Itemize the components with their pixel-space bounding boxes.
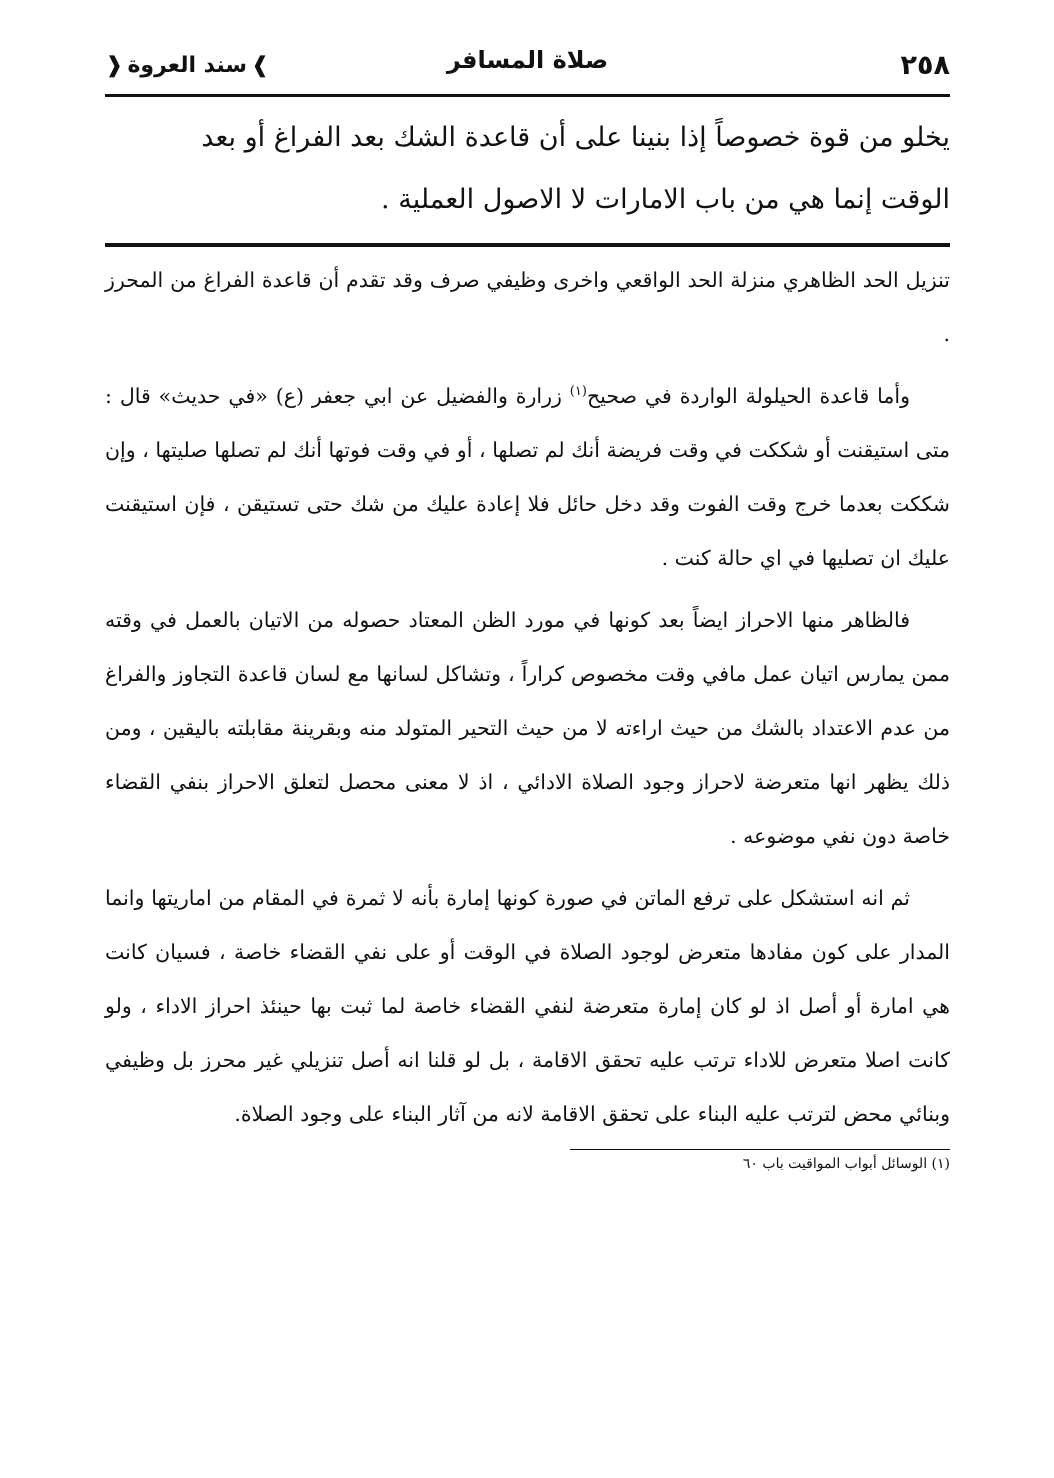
footnote-rule	[570, 1149, 950, 1150]
paragraph-text: زرارة والفضيل عن ابي جعفر (ع) «في حديث» قال : متى استيقنت أو شككت في وقت فريضة أنك لم تصلها ، أو في وقت فوتها أنك لم تصلها صليتها ، وإن شككت بعدما خرج وقت الفوت وقد دخل حائل فلا إعادة عليك من شك حتى تستيقن ، فإن استيقنت عليك ان تصليها في اي حالة كنت .	[105, 384, 950, 570]
book-title	[105, 53, 269, 78]
paragraph: تنزيل الحد الظاهري منزلة الحد الواقعي واخرى وظيفي صرف وقد تقدم أن قاعدة الفراغ من المحرز .	[105, 268, 950, 346]
page-number: ٢٥٨	[900, 49, 950, 81]
footnote-reference: (١)	[569, 384, 587, 400]
ornament-bracket-open: ❱	[251, 52, 270, 78]
paragraph: فالظاهر منها الاحراز ايضاً بعد كونها في مورد الظن المعتاد حصوله من الاتيان بالعمل في وقته ممن يمارس اتيان عمل مافي وقت مخصوص كراراً ، وتشاكل لسانها مع لسان قاعدة التجاوز والفراغ من عدم الاعتداد بالشك من حيث اراءته لا من حيث التحير المتولد منه وبقرينة مقابلته باليقين ، ومن ذلك يظهر انها متعرضة لاحراز وجود الصلاة الادائي ، اذ لا معنى محصل لتعلق الاحراز بنفي القضاء خاصة دون نفي موضوعه .	[105, 608, 950, 848]
paragraph-text: وأما قاعدة الحيلولة الواردة في صحيح	[586, 384, 910, 408]
continuation-line: يخلو من قوة خصوصاً إذا بنينا على أن قاعدة الشك بعد الفراغ أو بعد	[201, 122, 950, 153]
continuation-text	[105, 107, 950, 231]
page-header	[105, 40, 950, 90]
running-title: صلاة المسافر	[446, 46, 609, 74]
header-rule	[105, 94, 950, 97]
continuation-line: الوقت إنما هي من باب الامارات لا الاصول العملية .	[381, 184, 950, 215]
book-page	[105, 40, 950, 1460]
main-text	[105, 253, 950, 1141]
paragraph: ثم انه استشكل على ترفع الماتن في صورة كونها إمارة بأنه لا ثمرة في المقام من اماريتها وانما المدار على كون مفادها متعرض لوجود الصلاة في الوقت أو على نفي القضاء خاصة ، فسيان كانت هي امارة أو أصل اذ لو كان إمارة متعرضة لنفي القضاء خاصة لما ثبت بها حينئذ احراز الاداء ، ولو كانت اصلا متعرض للاداء ترتب عليه تحقق الاقامة ، بل لو قلنا انه أصل تنزيلي غير محرز بل وظيفي وبنائي محض لترتب عليه البناء على تحقق الاقامة لانه من آثار البناء على وجود الصلاة.	[105, 886, 950, 1126]
book-title-text: سند العروة	[127, 52, 247, 78]
ornament-bracket-close: ❰	[105, 52, 124, 78]
paragraph	[105, 369, 950, 585]
section-divider	[105, 243, 950, 247]
footnote: (١) الوسائل أبواب المواقيت باب ٦٠	[742, 1156, 950, 1172]
